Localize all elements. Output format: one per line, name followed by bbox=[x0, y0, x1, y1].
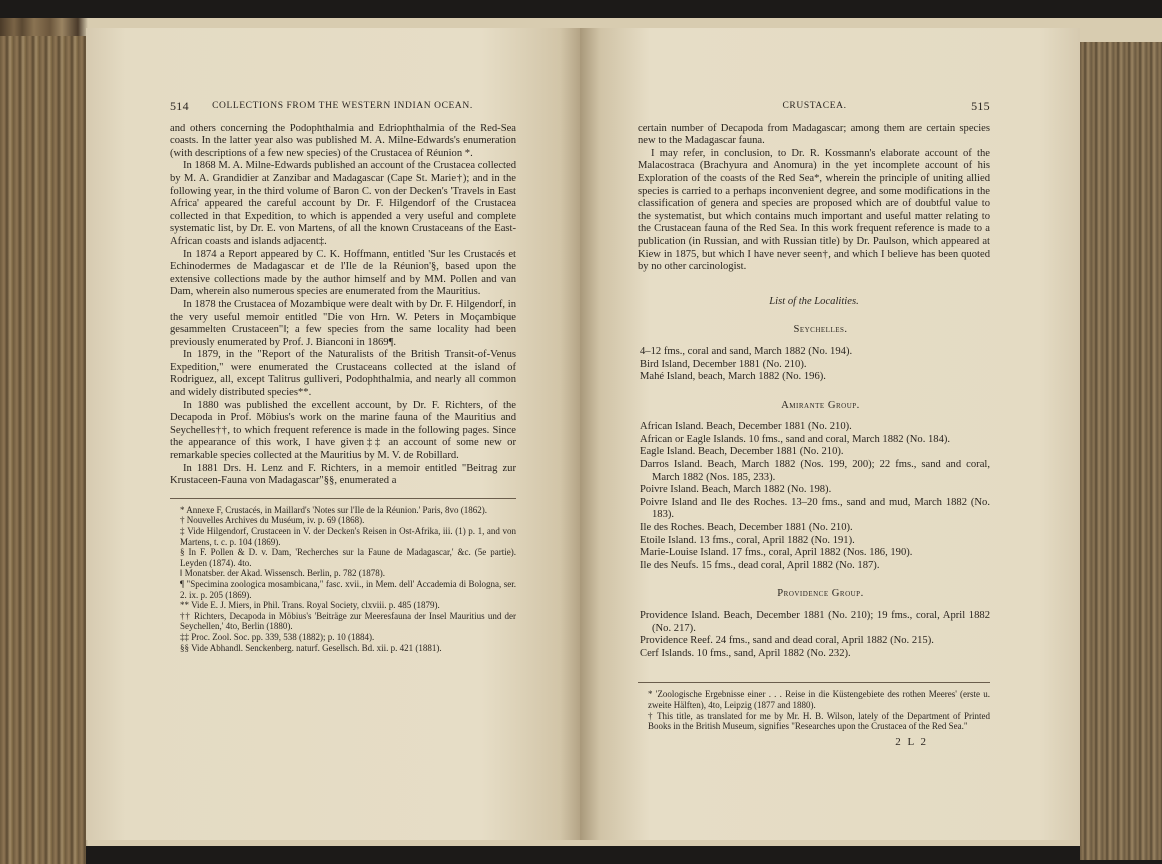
left-paragraph: In 1881 Drs. H. Lenz and F. Richters, in a memoir entitled "Beitrag zur Krustaceen-Fauna von Madagascar"§§, enumerated a bbox=[170, 462, 516, 487]
group-heading-amirante: Amirante Group. bbox=[781, 399, 860, 411]
locality-item: Mahé Island, beach, March 1882 (No. 196). bbox=[640, 371, 826, 383]
locality-item: African or Eagle Islands. 10 fms., sand and coral, March 1882 (No. 184). bbox=[640, 433, 951, 445]
left-footnote: ‡ Vide Hilgendorf, Crustaceen in V. der Decken's Reisen in Ost-Afrika, iii. (1) p. 1, and von Martens, t. c. p. 104 (1869). bbox=[180, 526, 516, 547]
footnote-rule bbox=[638, 682, 990, 683]
left-running-head bbox=[170, 100, 516, 113]
locality-item: Eagle Island. Beach, December 1881 (No. 210). bbox=[640, 446, 844, 458]
locality-item: Ile des Neufs. 15 fms., dead coral, April 1882 (No. 187). bbox=[640, 559, 880, 571]
left-paragraph: In 1878 the Crustacea of Mozambique were dealt with by Dr. F. Hilgendorf, in the very useful memoir entitled "Die von Hrn. W. Peters in Moçambique gesammelten Crustaceen"‖; a few species from the same locality had been previously enumerated by Prof. J. Bianconi in 1869¶. bbox=[170, 298, 516, 348]
left-footnote: ** Vide E. J. Miers, in Phil. Trans. Royal Society, clxviii. p. 485 (1879). bbox=[180, 600, 440, 611]
locality-item: Providence Island. Beach, December 1881 (No. 210); 19 fms., coral, April 1882 (No. 217). bbox=[640, 610, 990, 634]
left-paragraph: and others concerning the Podophthalmia and Edriophthalmia of the Red-Sea coasts. In the latter year also was published M. A. Milne-Edwards's enumeration (with descriptions of a few new species) of the Crustacea of Réunion *. bbox=[170, 122, 516, 159]
open-book bbox=[0, 18, 1162, 846]
left-page-edges bbox=[0, 36, 86, 864]
list-title: List of the Localities. bbox=[769, 295, 859, 307]
left-footnote: §§ Vide Abhandl. Senckenberg. naturf. Gesellsch. Bd. xii. p. 421 (1881). bbox=[180, 642, 442, 653]
left-footnote: ‡‡ Proc. Zool. Soc. pp. 339, 538 (1882); p. 10 (1884). bbox=[180, 631, 375, 642]
locality-item: African Island. Beach, December 1881 (No. 210). bbox=[640, 421, 852, 433]
locality-item: Poivre Island and Ile des Roches. 13–20 fms., sand and mud, March 1882 (No. 183). bbox=[640, 496, 990, 521]
left-page-content bbox=[170, 100, 516, 653]
right-footnote: † This title, as translated for me by Mr. H. B. Wilson, lately of the Department of Printed Books in the British Museum, signifies "Researches upon the Crustacea of the Red Sea." bbox=[648, 710, 990, 732]
locality-item: Darros Island. Beach, March 1882 (Nos. 199, 200); 22 fms., sand and coral, March 1882 (Nos. 185, 233). bbox=[640, 459, 990, 483]
locality-item: Providence Reef. 24 fms., sand and dead coral, April 1882 (No. 215). bbox=[640, 635, 934, 647]
locality-item: Etoile Island. 13 fms., coral, April 1882 (No. 191). bbox=[640, 534, 855, 546]
left-footnote: †† Richters, Decapoda in Möbius's 'Beiträge zur Meeresfauna der Insel Mauritius und der Seychellen,' 4to, Berlin (1880). bbox=[180, 610, 516, 632]
right-running-head bbox=[638, 100, 990, 113]
right-page bbox=[580, 28, 1080, 840]
locality-item: Bird Island, December 1881 (No. 210). bbox=[640, 358, 807, 370]
locality-item: Cerf Islands. 10 fms., sand, April 1882 (No. 232). bbox=[640, 647, 851, 659]
right-paragraph: I may refer, in conclusion, to Dr. R. Kossmann's elaborate account of the Malacostraca (Brachyura and Anomura) in the yet incomplete account of his Exploration of the coasts of the Red Sea*, wherein the principle of uniting allied species is carried to a perhaps inconvenient degree, and some modifications in the classification of genera and species are proposed which are of doubtful value to the systematist, but which contains much important and useful matter relating to the Crustacean fauna of the Red Sea. In this work frequent reference is made to a publication (in Russian, and with Russian title) by Dr. Paulson, which appeared at Kiew in 1875, but which I have never seen†, and which I believe has been quoted by no other carcinologist. bbox=[638, 147, 990, 273]
right-page-edges bbox=[1080, 42, 1162, 860]
left-paragraph: In 1868 M. A. Milne-Edwards published an account of the Crustacea collected by M. A. Grandidier at Zanzibar and Madagascar (Cape St. Marie†); and in the following year, in the third volume of Baron C. von der Decken's 'Travels in East Africa' appeared the careful account by Dr. F. Hilgendorf of the Crustacea collected in that Expedition, to which is appended a very useful and complete systematic list, by Dr. E. von Martens, of all the known Crustaceans of the East-African coasts and islands adjacent‡. bbox=[170, 160, 516, 247]
group-heading-seychelles: Seychelles. bbox=[793, 324, 848, 336]
left-footnote: * Annexe F, Crustacés, in Maillard's 'Notes sur l'Ile de la Réunion.' Paris, 8vo (1862). bbox=[180, 504, 487, 515]
left-paragraph: In 1874 a Report appeared by C. K. Hoffmann, entitled 'Sur les Crustacés et Echinodermes de Madagascar et de l'Ile de la Réunion'§, based upon the extensive collections made by the author himself and by MM. Pollen and van Dam, wherein also numerous species are enumerated from the Mauritius. bbox=[170, 248, 516, 298]
left-footnote: ‖ Monatsber. der Akad. Wissensch. Berlin, p. 782 (1878). bbox=[180, 568, 385, 579]
group-heading-providence: Providence Group. bbox=[777, 588, 864, 600]
locality-item: 4–12 fms., coral and sand, March 1882 (No. 194). bbox=[640, 345, 853, 357]
locality-item: Marie-Louise Island. 17 fms., coral, April 1882 (Nos. 186, 190). bbox=[640, 547, 913, 559]
right-paragraph: certain number of Decapoda from Madagascar; among them are certain species new to the Madagascar fauna. bbox=[638, 122, 990, 147]
left-footnote: † Nouvelles Archives du Muséum, iv. p. 69 (1868). bbox=[180, 515, 365, 526]
right-footnote: * 'Zoologische Ergebnisse einer . . . Reise in die Küstengebiete des rothen Meeres' (erste u. zweite Hälften), 4to, Leipzig (1877 and 1880). bbox=[648, 689, 990, 710]
signature-mark: 2 L 2 bbox=[895, 735, 928, 748]
locality-item: Ile des Roches. Beach, December 1881 (No. 210). bbox=[640, 522, 853, 534]
right-running-title: CRUSTACEA. bbox=[782, 101, 847, 111]
left-footnote: ¶ "Specimina zoologica mosambicana," fasc. xvii., in Mem. dell' Accademia di Bologna, ser. 2. ix. p. 205 (1869). bbox=[180, 578, 516, 600]
locality-item: Poivre Island. Beach, March 1882 (No. 198). bbox=[640, 484, 832, 496]
left-page-number: 514 bbox=[170, 99, 189, 113]
left-running-title: COLLECTIONS FROM THE WESTERN INDIAN OCEAN. bbox=[212, 101, 473, 111]
left-paragraph: In 1880 was published the excellent account, by Dr. F. Richters, of the Decapoda in Prof. Möbius's work on the marine fauna of the Mauritius and Seychelles††, to which frequent reference is made in the following pages. Since the appearance of this work, I have given‡‡ an account of some new or remarkable species collected at the Mauritius by M. V. de Robillard. bbox=[170, 399, 516, 462]
right-page-number: 515 bbox=[971, 99, 990, 113]
right-page-content bbox=[638, 100, 990, 748]
left-paragraph: In 1879, in the "Report of the Naturalists of the British Transit-of-Venus Expedition," were enumerated the Crustaceans collected at the island of Rodriguez, all, except Talitrus gulliveri, Podophthalmia, and nearly all common and widely distributed species**. bbox=[170, 349, 516, 399]
footnote-rule bbox=[170, 498, 516, 499]
left-footnote: § In F. Pollen & D. v. Dam, 'Recherches sur la Faune de Madagascar,' &c. (5e partie). Leyden (1874). 4to. bbox=[180, 547, 516, 568]
left-page bbox=[86, 28, 580, 840]
